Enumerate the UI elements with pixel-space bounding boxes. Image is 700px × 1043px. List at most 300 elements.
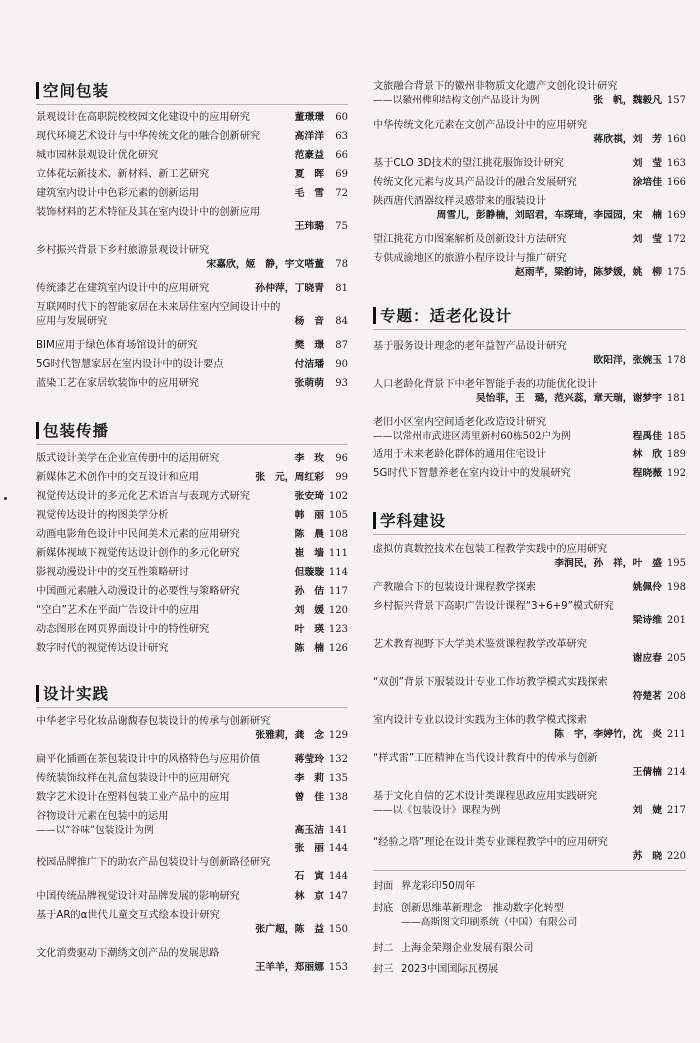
toc-entry[interactable]	[36, 715, 348, 743]
entry-page: 90	[335, 359, 348, 370]
section-heading	[373, 305, 686, 325]
toc-entry[interactable]	[373, 176, 686, 190]
toc-row	[373, 119, 686, 133]
section-marker	[36, 422, 39, 439]
toc-row	[373, 430, 686, 444]
cover-row	[373, 942, 686, 956]
entry-title: 产教融合下的包装设计课程教学探索	[373, 582, 536, 593]
entry-author: 程晓薇	[632, 468, 662, 479]
entry-page: 81	[335, 283, 348, 294]
entry-author: 吴怡菲，王 璐，范兴蕊，章天瑞，谢梦宇	[475, 393, 662, 404]
toc-entry[interactable]	[36, 244, 348, 272]
entry-title: BIM应用于绿色体育场馆设计的研究	[36, 340, 198, 351]
entry-author: 刘 莹	[632, 158, 662, 169]
entry-page: 126	[328, 643, 348, 654]
toc-entry[interactable]	[36, 282, 348, 296]
toc-row	[36, 258, 348, 272]
toc-row	[373, 804, 686, 818]
entry-page: 108	[328, 529, 348, 540]
entry-title: 动画电影角色设计中民间美术元素的应用研究	[36, 529, 240, 540]
entry-title: 文旅融合背景下的徽州非物质文化遗产文创化设计研究	[373, 81, 618, 92]
entry-author: 张广超，陈 益	[255, 924, 324, 935]
toc-row	[36, 282, 348, 296]
entry-page: 217	[666, 805, 686, 816]
toc-row	[36, 729, 348, 743]
toc-row	[36, 585, 348, 599]
entry-author: 樊 璟	[294, 340, 324, 351]
entry-author: 张 丽	[294, 843, 324, 854]
entry-author: 李 莉	[294, 773, 324, 784]
toc-entry[interactable]	[36, 947, 348, 975]
toc-entry[interactable]	[373, 676, 686, 704]
section-marker	[373, 307, 376, 324]
entry-page: 69	[335, 169, 348, 180]
section-heading	[36, 683, 348, 703]
entry-author: 但璇璇	[294, 567, 324, 578]
toc-entry[interactable]	[36, 206, 348, 234]
toc-entry[interactable]	[373, 752, 686, 780]
entry-author: 王玮璐	[294, 221, 324, 232]
toc-row	[36, 244, 348, 258]
entry-title: 视觉传达设计的多元化艺术语言与表现方式研究	[36, 491, 250, 502]
section-title: 学科建设	[380, 512, 447, 530]
toc-entry[interactable]	[373, 119, 686, 147]
toc-entry[interactable]	[36, 623, 348, 637]
toc-entry[interactable]	[373, 416, 686, 444]
entry-author: 张安琦	[294, 491, 324, 502]
cover-label: 封底	[373, 903, 394, 914]
entry-page: 195	[666, 558, 686, 569]
section-marker	[36, 685, 39, 702]
toc-entry[interactable]	[36, 791, 348, 805]
entry-author: 苏 晓	[632, 851, 662, 862]
entry-title: 中国传统品牌视觉设计对品牌发展的影响研究	[36, 891, 240, 902]
entry-title: 传统漆艺在建筑室内设计中的应用研究	[36, 283, 210, 294]
entry-page: 144	[328, 843, 348, 854]
cover-text: 界龙彩印50周年	[401, 881, 476, 892]
toc-entry[interactable]	[373, 581, 686, 595]
entry-title: 老旧小区室内空间适老化改造设计研究	[373, 417, 547, 428]
entry-title: 5G时代智慧家居在室内设计中的设计要点	[36, 359, 224, 370]
entry-title: 专供成渝地区的旅游小程序设计与推广研究	[373, 253, 567, 264]
entry-title: 5G时代下智慧养老在室内设计中的发展研究	[373, 468, 571, 479]
entry-page: 169	[666, 210, 686, 221]
entry-title: 新媒体艺术创作中的交互设计和应用	[36, 472, 199, 483]
toc-entry[interactable]	[36, 130, 348, 144]
entry-author: 赵雨芊，梁韵诗，陈梦媛，姚 柳	[515, 267, 662, 278]
toc-entry[interactable]	[373, 195, 686, 223]
entry-page: 60	[335, 112, 348, 123]
toc-entry[interactable]	[36, 909, 348, 937]
entry-title: “双创”背景下服装设计专业工作坊教学模式实践探索	[373, 677, 608, 688]
entry-author: 石 寅	[294, 871, 324, 882]
entry-page: 120	[328, 605, 348, 616]
entry-page: 123	[328, 624, 348, 635]
entry-page: 201	[666, 615, 686, 626]
entry-page: 150	[328, 924, 348, 935]
entry-page: 178	[666, 355, 686, 366]
entry-author: 林 欣	[632, 449, 662, 460]
toc-entry[interactable]	[373, 80, 686, 108]
entry-title: 中华老字号化妆品谢馥春包装设计的传承与创新研究	[36, 716, 271, 727]
entry-title: 建筑室内设计中色彩元素的创新运用	[36, 188, 199, 199]
entry-subtitle: ——以《包装设计》课程为例	[373, 805, 501, 816]
entry-page: 117	[328, 586, 348, 597]
entry-author: 程禹佳	[632, 431, 662, 442]
toc-entry[interactable]	[373, 790, 686, 818]
toc-row	[36, 890, 348, 904]
entry-title: 立体花坛新技术、新材料、新工艺研究	[36, 169, 210, 180]
toc-row	[373, 94, 686, 108]
toc-entry[interactable]	[36, 490, 348, 504]
toc-row	[36, 130, 348, 144]
toc-row	[36, 111, 348, 125]
toc-row	[373, 690, 686, 704]
toc-row	[373, 638, 686, 652]
toc-entry[interactable]	[36, 111, 348, 125]
toc-entry[interactable]	[373, 233, 686, 247]
entry-title: 影视动漫设计中的交互性策略研讨	[36, 567, 189, 578]
section-divider	[373, 534, 686, 535]
toc-row	[373, 195, 686, 209]
section-title: 空间包装	[43, 82, 110, 100]
toc-row	[36, 824, 348, 838]
toc-row	[36, 220, 348, 234]
toc-row	[36, 377, 348, 391]
toc-entry[interactable]	[373, 252, 686, 280]
toc-entry[interactable]	[36, 149, 348, 163]
cover-row	[373, 880, 686, 894]
toc-row	[373, 850, 686, 864]
toc-row	[373, 392, 686, 406]
entry-page: 192	[666, 468, 686, 479]
entry-title: 视觉传达设计的构图美学分析	[36, 510, 169, 521]
section-divider	[36, 707, 348, 708]
section-divider	[36, 104, 348, 105]
entry-page: 175	[666, 267, 686, 278]
entry-page: 160	[666, 134, 686, 145]
toc-row	[373, 728, 686, 742]
entry-author: 陈 宇，李婷竹，沈 炎	[554, 729, 662, 740]
entry-page: 114	[328, 567, 348, 578]
toc-entry[interactable]	[36, 301, 348, 329]
toc-entry[interactable]	[36, 772, 348, 786]
entry-page: 147	[328, 891, 348, 902]
entry-author: 梁诗维	[632, 615, 662, 626]
toc-row	[36, 339, 348, 353]
entry-page: 189	[666, 449, 686, 460]
toc-row	[373, 676, 686, 690]
entry-page: 99	[335, 472, 348, 483]
entry-page: 72	[335, 188, 348, 199]
entry-author: 王羊羊，郑丽娜	[255, 962, 324, 973]
cover-row	[373, 963, 686, 977]
toc-row	[373, 714, 686, 728]
toc-row	[373, 266, 686, 280]
toc-row	[373, 176, 686, 190]
toc-row	[373, 252, 686, 266]
cover-row	[373, 916, 686, 930]
entry-title: 校园品牌推广下的助农产品包装设计与创新路径研究	[36, 857, 271, 868]
toc-entry[interactable]	[373, 600, 686, 628]
entry-author: 刘 婕	[632, 805, 662, 816]
toc-row	[373, 652, 686, 666]
toc-row	[36, 301, 348, 315]
entry-author: 宋嘉欣，姬 静，宇文嗒董	[206, 259, 324, 270]
entry-author: 杨 音	[294, 316, 324, 327]
entry-title: 城市园林景观设计优化研究	[36, 150, 159, 161]
toc-row	[36, 810, 348, 824]
cover-credit	[373, 902, 686, 930]
cover-text: 上海金荣翔企业发展有限公司	[401, 943, 534, 954]
toc-entry[interactable]	[36, 585, 348, 599]
toc-entry[interactable]	[36, 810, 348, 838]
entry-page: 153	[328, 962, 348, 973]
entry-page: 87	[335, 340, 348, 351]
entry-page: 163	[666, 158, 686, 169]
toc-row	[36, 642, 348, 656]
entry-title: “样式雷”工匠精神在当代设计教育中的传承与创新	[373, 753, 598, 764]
entry-author: 张萌萌	[294, 378, 324, 389]
toc-entry[interactable]	[36, 377, 348, 391]
cover-credit	[373, 942, 686, 956]
toc-entry[interactable]	[373, 467, 686, 481]
section-title: 包装传播	[43, 422, 110, 440]
entry-author: 符楚茗	[632, 691, 662, 702]
entry-title: 装饰材料的艺术特征及其在室内设计中的创新应用	[36, 207, 261, 218]
entry-author: 孙仲萍，丁晓青	[255, 283, 324, 294]
section-marker	[36, 82, 39, 99]
toc-entry[interactable]	[36, 856, 348, 884]
entry-page: 105	[328, 510, 348, 521]
entry-title: 基于文化自信的艺术设计类课程思政应用实践研究	[373, 791, 598, 802]
entry-page: 166	[666, 177, 686, 188]
entry-page: 214	[666, 767, 686, 778]
toc-entry[interactable]	[36, 642, 348, 656]
toc-row	[36, 947, 348, 961]
section-divider	[373, 870, 686, 871]
toc-row	[36, 358, 348, 372]
toc-entry[interactable]	[36, 509, 348, 523]
toc-entry[interactable]	[36, 339, 348, 353]
entry-title: 望江挑花方巾图案解析及创新设计方法研究	[373, 234, 567, 245]
entry-author: 李 玫	[294, 453, 324, 464]
entry-page: 96	[335, 453, 348, 464]
entry-page: 93	[335, 378, 348, 389]
entry-author: 高洋洋	[294, 131, 324, 142]
entry-author: 姚佩伶	[632, 582, 662, 593]
toc-entry[interactable]	[373, 638, 686, 666]
entry-page: 144	[328, 871, 348, 882]
section-heading	[36, 420, 348, 440]
toc-row	[373, 543, 686, 557]
toc-row	[36, 149, 348, 163]
toc-entry[interactable]	[36, 358, 348, 372]
entry-title: 陕西唐代酒器纹样灵感带来的服装设计	[373, 196, 547, 207]
toc-row	[373, 209, 686, 223]
toc-entry[interactable]	[36, 604, 348, 618]
toc-row	[36, 923, 348, 937]
entry-page: 208	[666, 691, 686, 702]
entry-page: 205	[666, 653, 686, 664]
entry-page: 63	[335, 131, 348, 142]
entry-title: 人口老龄化背景下中老年智能手表的功能优化设计	[373, 379, 598, 390]
toc-row	[36, 856, 348, 870]
toc-row	[36, 961, 348, 975]
entry-author: 李润民，孙 祥，叶 盛	[554, 558, 662, 569]
entry-page: 172	[666, 234, 686, 245]
entry-author: 张雅莉，龚 念	[255, 730, 324, 741]
toc-entry[interactable]	[36, 842, 348, 856]
toc-row	[373, 378, 686, 392]
toc-entry[interactable]	[373, 543, 686, 571]
toc-row	[36, 315, 348, 329]
entry-title: 数字时代的视觉传达设计研究	[36, 643, 169, 654]
entry-subtitle: ——以常州市武进区湾里新村60栋502户为例	[373, 431, 571, 442]
toc-entry[interactable]	[373, 714, 686, 742]
entry-subtitle: ——以徽州榫卯结构文创产品设计为例	[373, 95, 540, 106]
entry-author: 张 元，周红彩	[255, 472, 324, 483]
entry-author: 孙 佶	[294, 586, 324, 597]
toc-row	[36, 187, 348, 201]
entry-author: 陈 楠	[294, 643, 324, 654]
toc-entry[interactable]	[373, 378, 686, 406]
section-heading	[373, 510, 686, 530]
entry-title: “空白”艺术在平面广告设计中的应用	[36, 605, 200, 616]
toc-row	[36, 791, 348, 805]
section-heading	[36, 80, 348, 100]
toc-entry[interactable]	[36, 528, 348, 542]
toc-entry[interactable]	[36, 452, 348, 466]
toc-row	[373, 133, 686, 147]
entry-page: 66	[335, 150, 348, 161]
section-title: 专题：适老化设计	[380, 307, 513, 325]
entry-author: 范豪益	[294, 150, 324, 161]
entry-title: 传统文化元素与皮具产品设计的融合发展研究	[373, 177, 577, 188]
toc-row	[36, 870, 348, 884]
section-divider	[36, 444, 348, 445]
entry-title: 适用于未来老龄化群体的通用住宅设计	[373, 449, 547, 460]
entry-author: 刘 媛	[294, 605, 324, 616]
entry-title: 谷物设计元素在包装中的运用	[36, 811, 169, 822]
entry-author: 谢应春	[632, 653, 662, 664]
entry-title: 乡村振兴背景下高职广告设计课程“3+6+9”模式研究	[373, 601, 614, 612]
toc-entry[interactable]	[373, 836, 686, 864]
toc-entry[interactable]	[36, 753, 348, 767]
toc-entry[interactable]	[36, 547, 348, 561]
toc-entry[interactable]	[36, 471, 348, 485]
toc-row	[36, 842, 348, 856]
cover-row	[373, 902, 686, 916]
toc-entry[interactable]	[373, 448, 686, 462]
toc-row	[36, 206, 348, 220]
entry-title: 景观设计在高职院校校园文化建设中的应用研究	[36, 112, 250, 123]
entry-title: 数字艺术设计在塑料包装工业产品中的应用	[36, 792, 230, 803]
cover-label: 封面	[373, 881, 394, 892]
toc-row	[373, 766, 686, 780]
entry-author: 周雪儿，彭静楠，刘昭君，车琛琦，李园园，宋 楠	[436, 210, 662, 221]
entry-page: 78	[335, 259, 348, 270]
toc-row	[373, 581, 686, 595]
toc-row	[36, 604, 348, 618]
entry-title: 室内设计专业以设计实践为主体的教学模式探索	[373, 715, 587, 726]
entry-title: 现代环境艺术设计与中华传统文化的融合创新研究	[36, 131, 261, 142]
entry-author: 高玉洁	[294, 825, 324, 836]
cover-label: 封三	[373, 964, 394, 975]
entry-author: 欧阳洋，张婉玉	[593, 355, 662, 366]
entry-author: 刘 莹	[632, 234, 662, 245]
entry-title: 传统装饰纹样在礼盒包装设计中的应用研究	[36, 773, 230, 784]
entry-author: 夏 晖	[294, 169, 324, 180]
entry-title: 动态图形在网页界面设计中的特性研究	[36, 624, 210, 635]
toc-row	[373, 354, 686, 368]
toc-row	[373, 157, 686, 171]
entry-title: 艺术教育视野下大学美术鉴赏课程教学改革研究	[373, 639, 587, 650]
toc-entry[interactable]	[36, 187, 348, 201]
entry-author: 崔 墙	[294, 548, 324, 559]
entry-title: 乡村振兴背景下乡村旅游景观设计研究	[36, 245, 210, 256]
toc-row	[373, 836, 686, 850]
entry-title: 基于CLO 3D技术的望江挑花服饰设计研究	[373, 158, 564, 169]
entry-subtitle: ——以“谷味”包装设计为例	[36, 825, 154, 836]
toc-row	[36, 623, 348, 637]
toc-row	[373, 557, 686, 571]
entry-page: 84	[335, 316, 348, 327]
entry-title: 基于AR的α世代儿童交互式绘本设计研究	[36, 910, 220, 921]
entry-author: 陈 晨	[294, 529, 324, 540]
entry-title: 版式设计美学在企业宣传册中的运用研究	[36, 453, 220, 464]
toc-entry[interactable]	[373, 340, 686, 368]
entry-author: 董璟璟	[294, 112, 324, 123]
toc-row	[36, 909, 348, 923]
entry-title: 基于服务设计理念的老年益智产品设计研究	[373, 341, 567, 352]
toc-entry[interactable]	[36, 890, 348, 904]
toc-row	[36, 772, 348, 786]
entry-author: 韩 丽	[294, 510, 324, 521]
toc-row	[373, 752, 686, 766]
toc-row	[36, 566, 348, 580]
entry-title: 扁平化插画在茶包装设计中的风格特色与应用价值	[36, 754, 261, 765]
entry-author: 付洁璠	[294, 359, 324, 370]
entry-author: 蒋欣祺，刘 芳	[593, 134, 662, 145]
toc-row	[36, 509, 348, 523]
toc-entry[interactable]	[36, 168, 348, 182]
toc-entry[interactable]	[36, 566, 348, 580]
entry-title: 中国画元素融入动漫设计的必要性与策略研究	[36, 586, 240, 597]
section-title: 设计实践	[43, 685, 110, 703]
entry-author: 张 帆，魏毅凡	[593, 95, 662, 106]
entry-page: 111	[328, 548, 348, 559]
entry-title-line: 互联网时代下的智能家居在未来居住室内空间设计中的	[36, 302, 281, 313]
cover-credit	[373, 963, 686, 977]
toc-row	[36, 452, 348, 466]
cover-text: 2023中国国际瓦楞展	[401, 964, 499, 975]
section-marker	[373, 512, 376, 529]
toc-row	[373, 448, 686, 462]
entry-author: 王倩楠	[632, 767, 662, 778]
cover-label: 封二	[373, 943, 394, 954]
toc-row	[36, 490, 348, 504]
entry-title: 新媒体视域下视觉传达设计创作的多元化研究	[36, 548, 240, 559]
entry-page: 141	[328, 825, 348, 836]
toc-row	[373, 600, 686, 614]
toc-row	[36, 471, 348, 485]
toc-entry[interactable]	[373, 157, 686, 171]
entry-page: 220	[666, 851, 686, 862]
entry-page: 132	[328, 754, 348, 765]
entry-title: “经验之塔”理论在设计类专业课程教学中的应用研究	[373, 837, 608, 848]
toc-row	[36, 528, 348, 542]
